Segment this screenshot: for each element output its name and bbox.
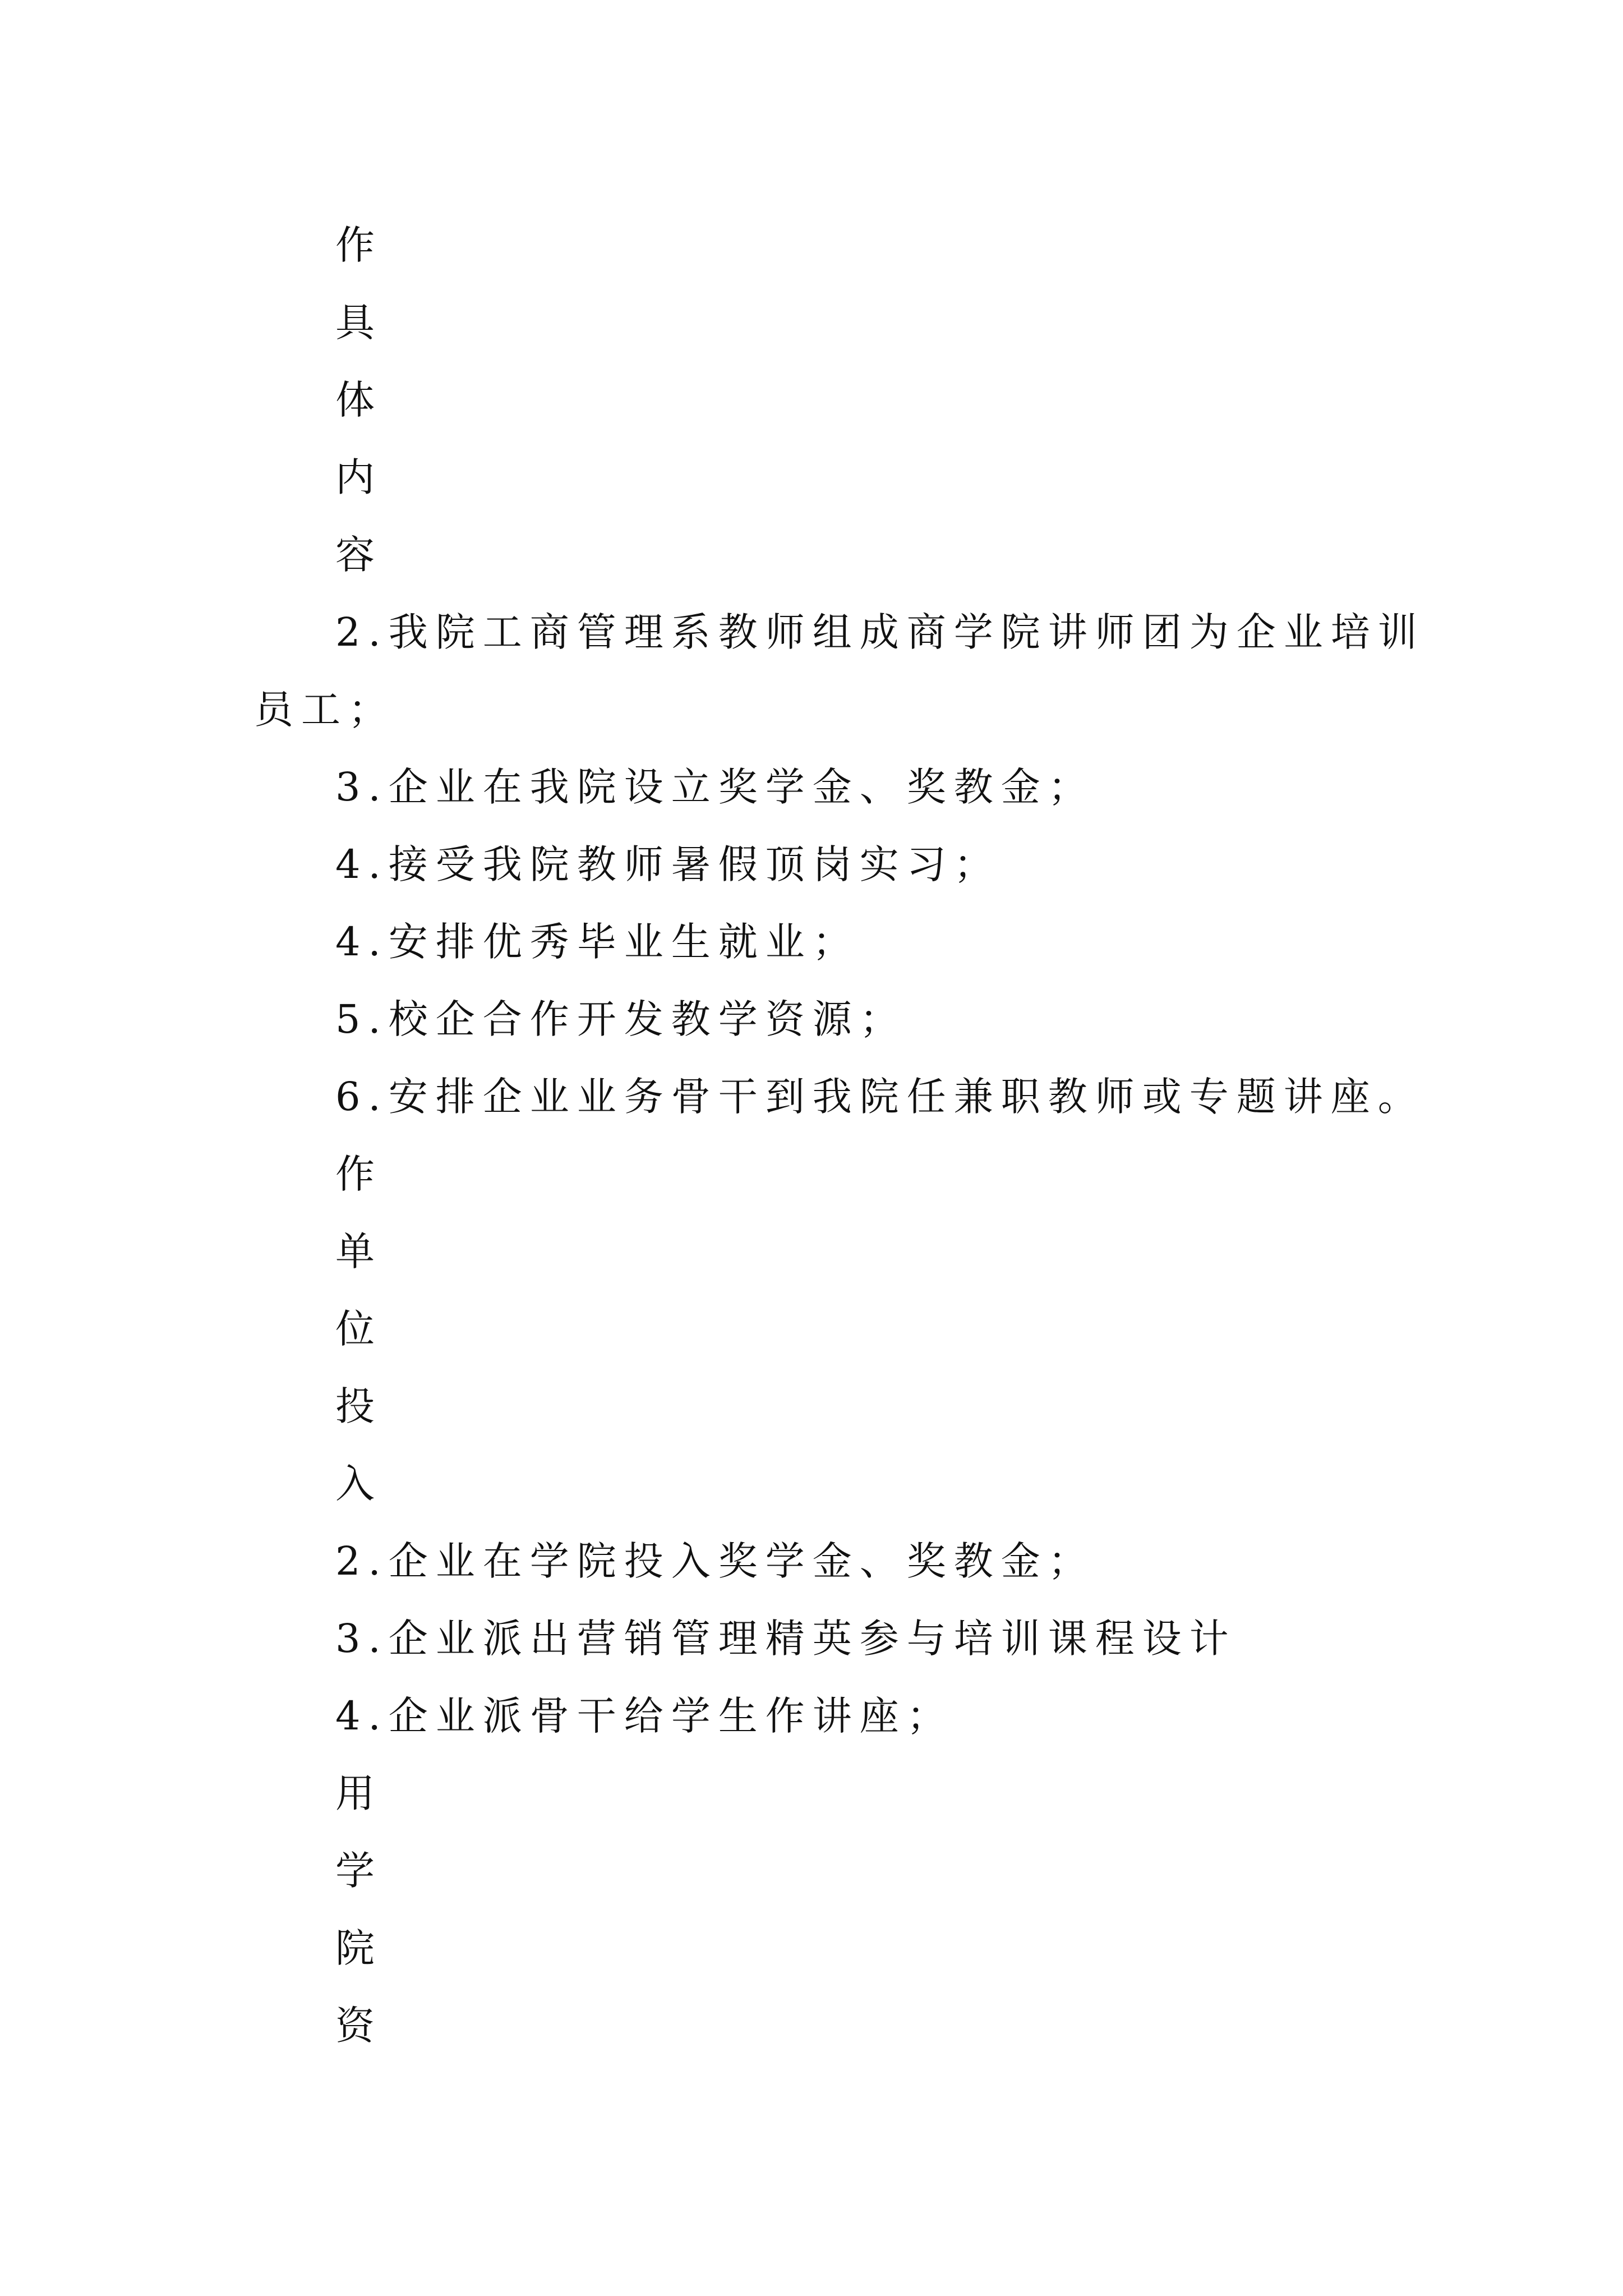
paragraph-line: 4.接受我院教师暑假顶岗实习； [335,841,1001,887]
vertical-label-char: 作 [335,1151,382,1197]
paragraph-line: 4.企业派骨干给学生作讲座； [335,1693,954,1739]
vertical-label-char: 用 [335,1770,382,1816]
vertical-label-char: 作 [335,222,382,268]
paragraph-line: 2.企业在学院投入奖学金、奖教金； [335,1538,1095,1584]
paragraph-line: 3.企业在我院设立奖学金、奖教金； [335,764,1095,810]
vertical-label-char: 位 [335,1306,382,1352]
paragraph-line: 6.安排企业业务骨干到我院任兼职教师或专题讲座。 [335,1074,1425,1120]
paragraph-line: 5.校企合作开发教学资源； [335,996,907,1042]
paragraph-line: 3.企业派出营销管理精英参与培训课程设计 [335,1616,1237,1662]
vertical-label-char: 投 [335,1383,382,1429]
vertical-label-char: 容 [335,532,382,578]
vertical-label-char: 学 [335,1848,382,1894]
vertical-label-char: 体 [335,377,382,423]
paragraph-line: 4.安排优秀毕业生就业； [335,919,860,965]
vertical-label-char: 入 [335,1461,382,1507]
vertical-label-char: 院 [335,1925,382,1971]
vertical-label-char: 内 [335,454,382,500]
vertical-label-char: 单 [335,1228,382,1274]
paragraph-line: 2.我院工商管理系教师组成商学院讲师团为企业培训 [335,609,1425,655]
paragraph-line-continuation: 员工； [254,687,395,733]
vertical-label-char: 具 [335,300,382,346]
vertical-label-char: 资 [335,2003,382,2049]
